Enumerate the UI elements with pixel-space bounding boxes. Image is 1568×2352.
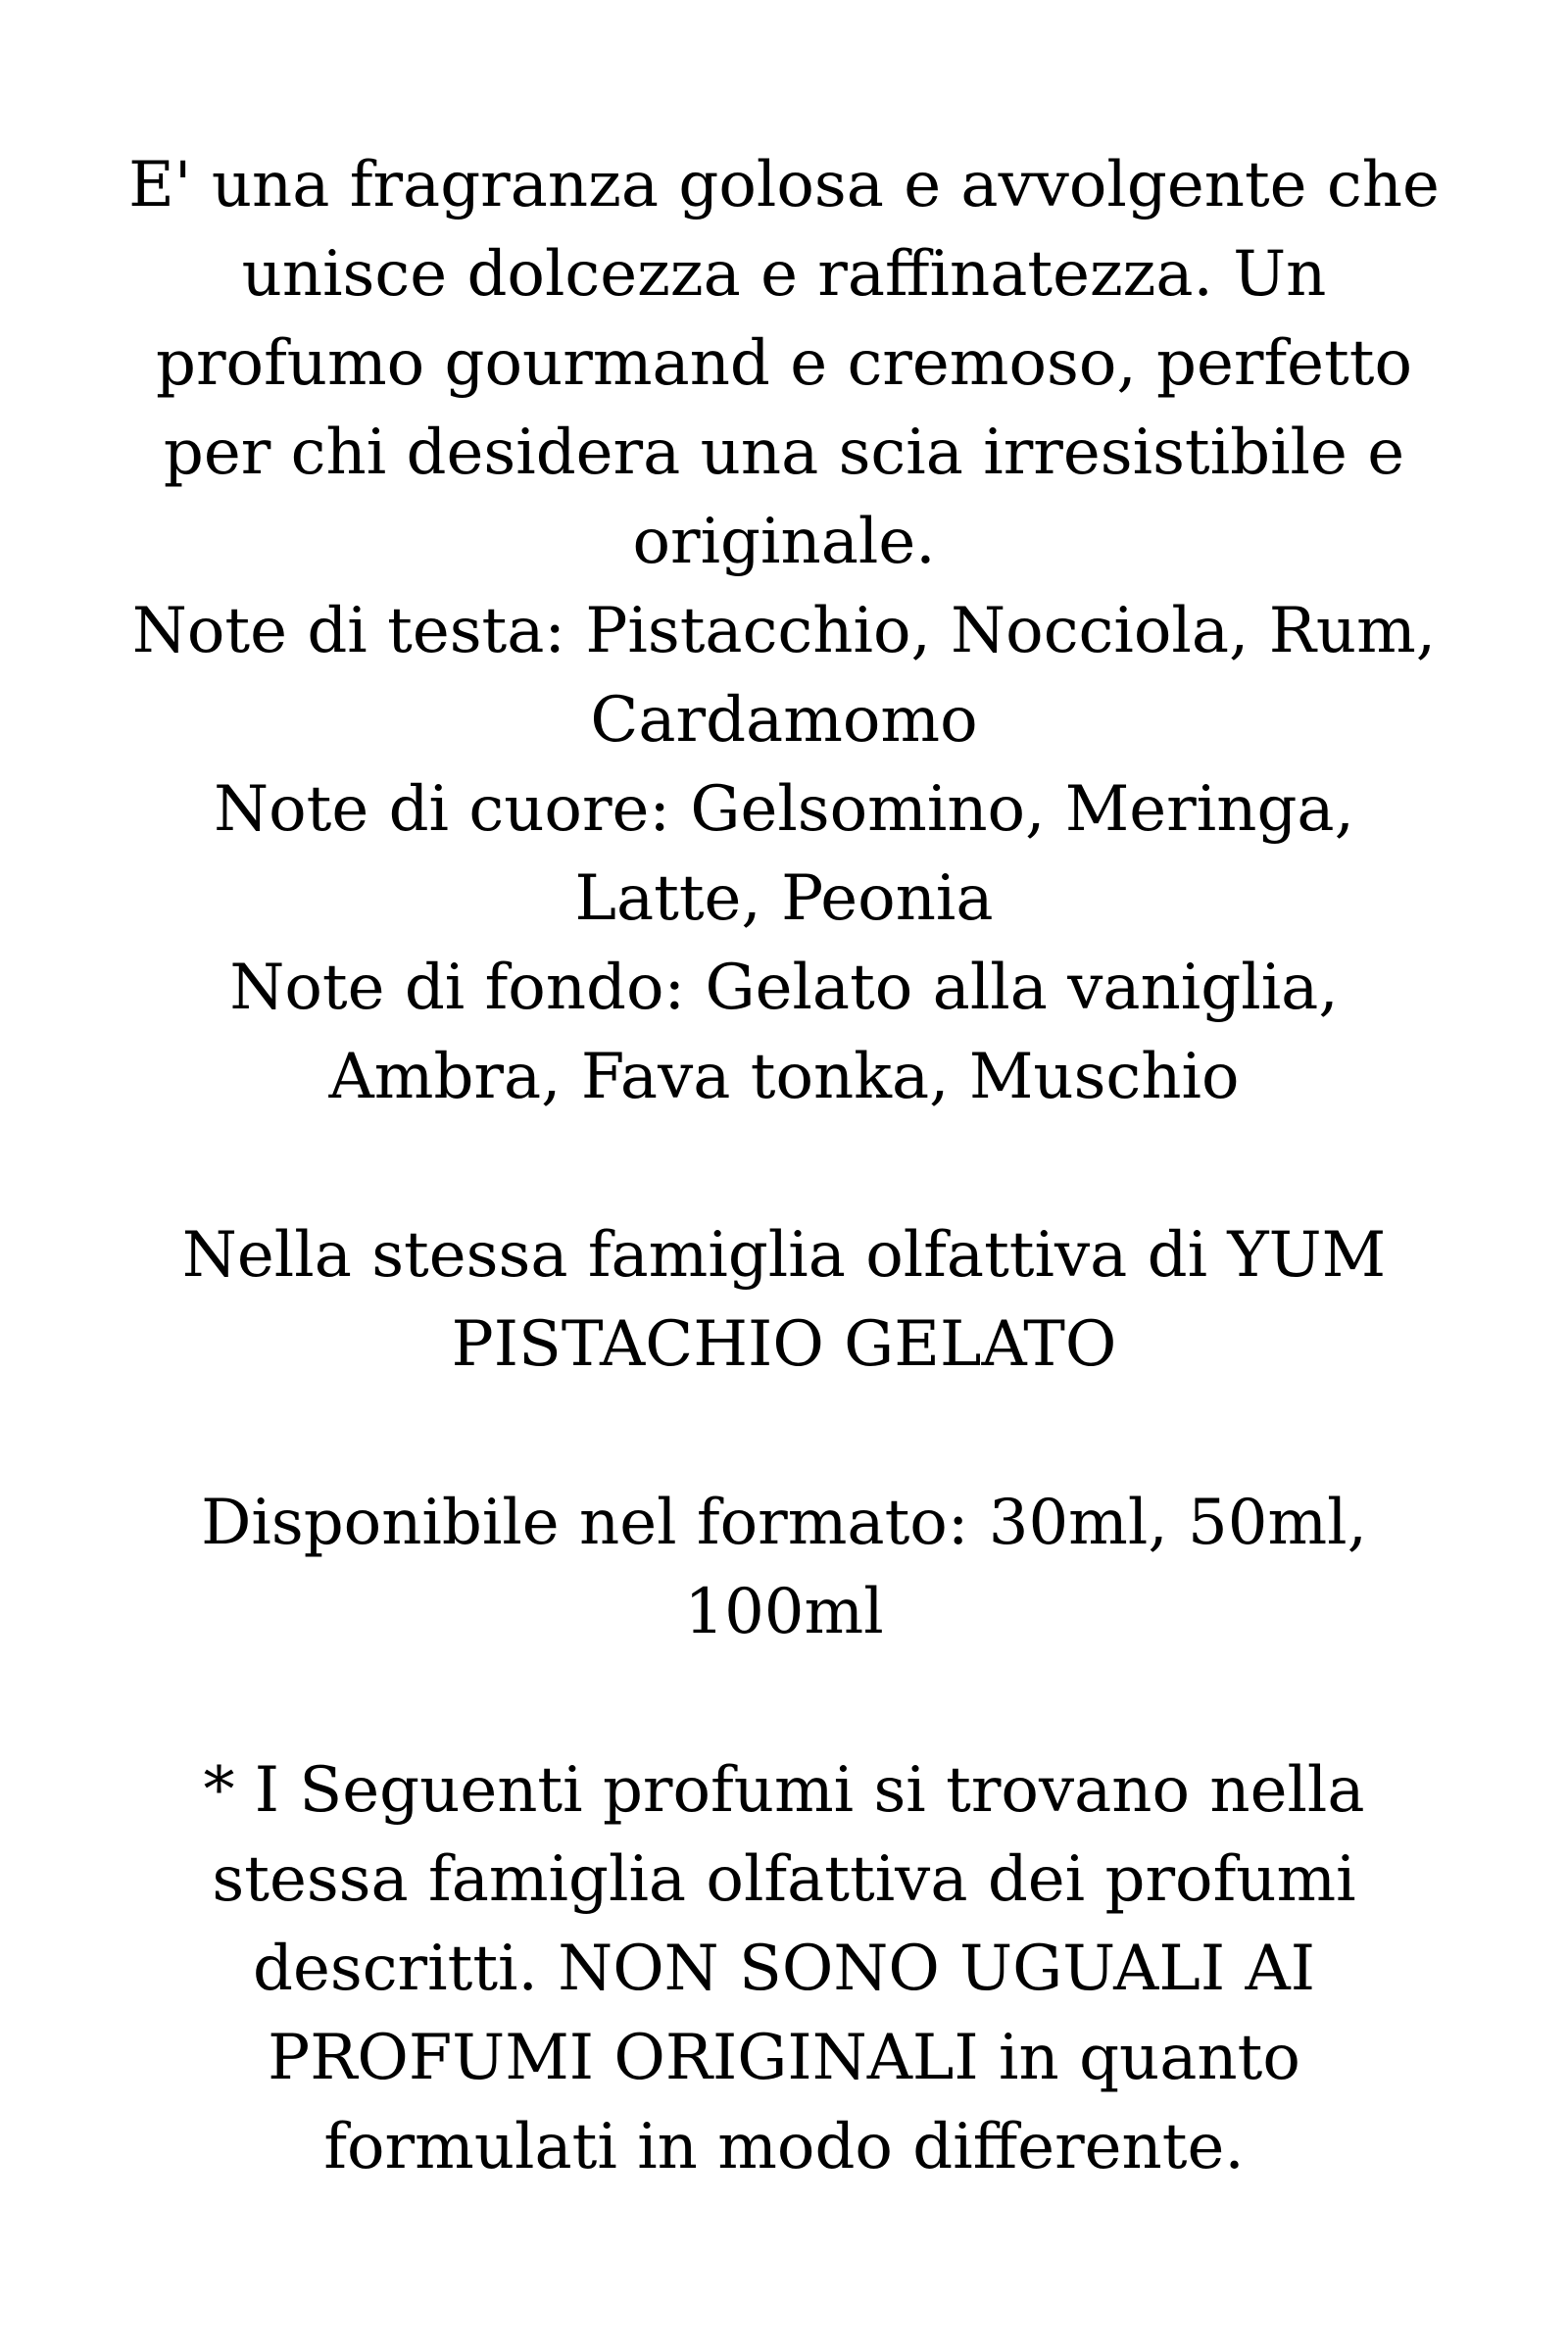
text-line: PISTACHIO GELATO — [451, 1308, 1117, 1381]
text-line: stessa famiglia olfattiva dei profumi — [212, 1843, 1356, 1916]
text-line: 100ml — [684, 1576, 884, 1648]
blank-line — [0, 1122, 1568, 1211]
disclaimer-paragraph — [0, 1746, 1568, 2192]
text-line: Note di fondo: Gelato alla vaniglia, — [229, 952, 1339, 1024]
text-line: Disponibile nel formato: 30ml, 50ml, — [201, 1487, 1367, 1559]
blank-line — [0, 1390, 1568, 1479]
text-line: unisce dolcezza e raffinatezza. Un — [241, 238, 1327, 311]
description-paragraph — [0, 141, 1568, 587]
text-line: profumo gourmand e cremoso, perfetto — [155, 327, 1413, 400]
text-line: originale. — [632, 506, 936, 578]
text-line: descritti. NON SONO UGUALI AI — [253, 1933, 1315, 2005]
blank-line — [0, 1657, 1568, 1746]
text-line: Note di testa: Pistacchio, Nocciola, Rum, — [131, 595, 1437, 667]
text-line: per chi desidera una scia irresistibile e — [163, 416, 1405, 489]
base-notes — [0, 944, 1568, 1122]
formats-paragraph — [0, 1479, 1568, 1657]
text-line: Nella stessa famiglia olfattiva di YUM — [181, 1219, 1387, 1292]
top-notes — [0, 587, 1568, 765]
text-line: Ambra, Fava tonka, Muschio — [328, 1041, 1240, 1113]
text-line: * I Seguenti profumi si trovano nella — [203, 1754, 1365, 1827]
heart-notes — [0, 765, 1568, 944]
text-line: formulati in modo differente. — [323, 2111, 1245, 2183]
text-line: PROFUMI ORIGINALI in quanto — [268, 2022, 1300, 2094]
text-line: Note di cuore: Gelsomino, Meringa, — [214, 773, 1354, 846]
text-line: Latte, Peonia — [574, 862, 994, 935]
olfactory-family-paragraph — [0, 1211, 1568, 1390]
text-line: E' una fragranza golosa e avvolgente che — [128, 149, 1440, 221]
product-description-text — [0, 141, 1568, 2192]
text-line: Cardamomo — [590, 684, 978, 757]
